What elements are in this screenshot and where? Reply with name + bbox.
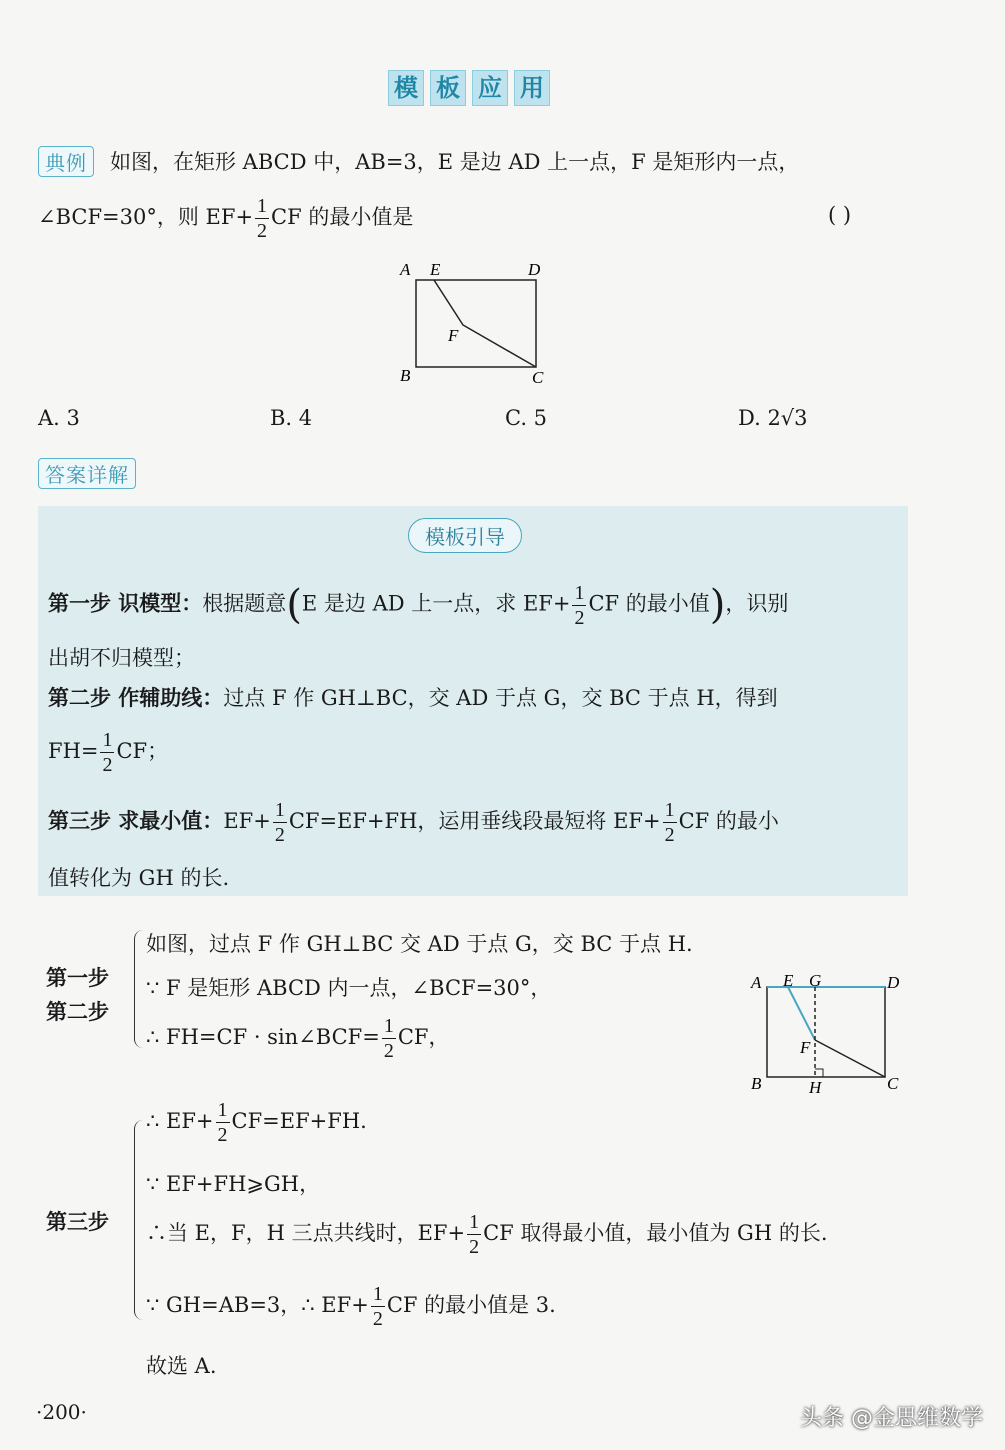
brace-steps12 [134,930,143,1048]
guide-pill: 模板引导 [408,518,522,553]
option-a: A. 3 [38,406,80,430]
line-e-f [788,987,815,1040]
step1-label: 第一步 识模型： [48,591,203,616]
fraction-half: $\frac{1}{2}$ [102,729,113,776]
title-char: 应 [472,70,508,106]
solution-line6-b: CF 取得最小值，最小值为 GH 的长. [483,1221,828,1245]
solution-line6-a: ∴当 E，F，H 三点共线时，EF+ [146,1221,466,1245]
fraction-half: $\frac{1}{2}$ [469,1211,480,1258]
step3-b: CF=EF+FH，运用垂线段最短将 EF+ [288,809,661,833]
step2-a: 过点 F 作 GH⊥BC，交 AD 于点 G，交 BC 于点 H，得到 [223,686,778,710]
label-f: F [800,1038,811,1057]
solution-line6 [146,1212,828,1257]
line-f-c [815,1040,885,1077]
step1-c: CF 的最小值 [588,591,710,616]
label-h: H [809,1078,822,1097]
step2-label: 第二步 作辅助线： [48,686,224,710]
label-e: E [430,260,441,279]
section-title [388,70,550,106]
path-e-f-c [434,280,536,367]
solution-label-step1: 第一步 [46,966,109,990]
fraction-half: $\frac{1}{2}$ [574,581,585,629]
solution-line2: ∵ F 是矩形 ABCD 内一点，∠BCF=30°， [146,976,552,1000]
solution-line3 [146,1016,450,1061]
solution-line4-a: ∴ EF+ [146,1109,214,1133]
step3-a: EF+ [223,809,271,833]
example-line2-a: ∠BCF=30°，则 EF+ [38,205,254,229]
example-line1: 如图，在矩形 ABCD 中，AB=3，E 是边 AD 上一点，F 是矩形内一点， [110,150,800,174]
solution-label-step3: 第三步 [46,1210,109,1234]
fraction-half: $\frac{1}{2}$ [372,1283,383,1330]
guide-step3 [48,800,779,845]
solution-line3-b: CF， [397,1025,450,1049]
solution-line7-a: ∵ GH=AB=3，∴ EF+ [146,1293,369,1317]
guide-step2-cont [48,730,168,775]
solution-label-step2: 第二步 [46,1000,109,1024]
fraction-half: $\frac{1}{2}$ [217,1099,228,1146]
brace-step3 [134,1120,143,1320]
label-f: F [448,326,459,345]
step3-label: 第三步 求最小值： [48,809,224,833]
answer-blank: ( ) [828,203,852,227]
label-a: A [400,260,411,279]
step2-c: CF； [116,739,169,763]
solution-line7-b: CF 的最小值是 3. [386,1293,556,1317]
label-d: D [528,260,541,279]
title-char: 板 [430,70,466,106]
step3-c: CF 的最小 [678,809,779,833]
label-b: B [751,1074,762,1093]
label-b: B [400,366,411,385]
step1-b: E 是边 AD 上一点，求 EF+ [301,591,571,616]
watermark: 头条 @金思维数学 [800,1406,983,1431]
guide-step1-cont: 出胡不归模型； [48,646,195,670]
title-char: 模 [388,70,424,106]
label-d: D [887,973,900,992]
fraction-half: $\frac{1}{2}$ [383,1015,394,1062]
answer-tag: 答案详解 [38,458,136,489]
step1-d: ，识别 [725,591,789,616]
example-line2 [38,196,413,241]
fraction-half: $\frac{1}{2}$ [664,799,675,846]
figure-rectangle-2 [745,965,915,1100]
solution-line4 [146,1100,367,1145]
option-b: B. 4 [270,406,313,430]
title-char: 用 [514,70,550,106]
solution-line3-a: ∴ FH=CF · sin∠BCF= [146,1025,380,1049]
label-c: C [532,368,544,387]
solution-line4-b: CF=EF+FH. [231,1109,367,1133]
example-tag: 典例 [38,146,94,177]
label-g: G [809,971,822,990]
page-number: ·200· [36,1400,87,1424]
option-c: C. 5 [505,406,548,430]
label-c: C [887,1074,899,1093]
option-d: D. 2√3 [738,406,808,430]
example-line2-b: CF 的最小值是 [271,205,414,229]
guide-step3-cont: 值转化为 GH 的长. [48,866,230,890]
label-a: A [751,973,762,992]
figure-rectangle-1 [390,255,560,390]
label-e: E [783,971,794,990]
step1-a: 根据题意 [202,591,287,616]
solution-conclusion: 故选 A. [146,1354,217,1378]
solution-line7 [146,1284,556,1329]
fraction-half: $\frac{1}{2}$ [257,195,268,242]
rect-abcd [416,280,536,367]
step2-b: FH= [48,739,99,763]
solution-line1: 如图，过点 F 作 GH⊥BC 交 AD 于点 G，交 BC 于点 H. [146,932,693,956]
guide-step1: 第一步 识模型：根据题意(E 是边 AD 上一点，求 EF+ $\frac{1}{2}$ CF 的最小值)，识别 [48,581,789,629]
fraction-half: $\frac{1}{2}$ [274,799,285,846]
right-angle-mark [815,1069,823,1077]
rect-abcd-2 [767,987,885,1077]
guide-step2 [48,682,778,712]
solution-line5: ∵ EF+FH⩾GH， [146,1172,321,1196]
